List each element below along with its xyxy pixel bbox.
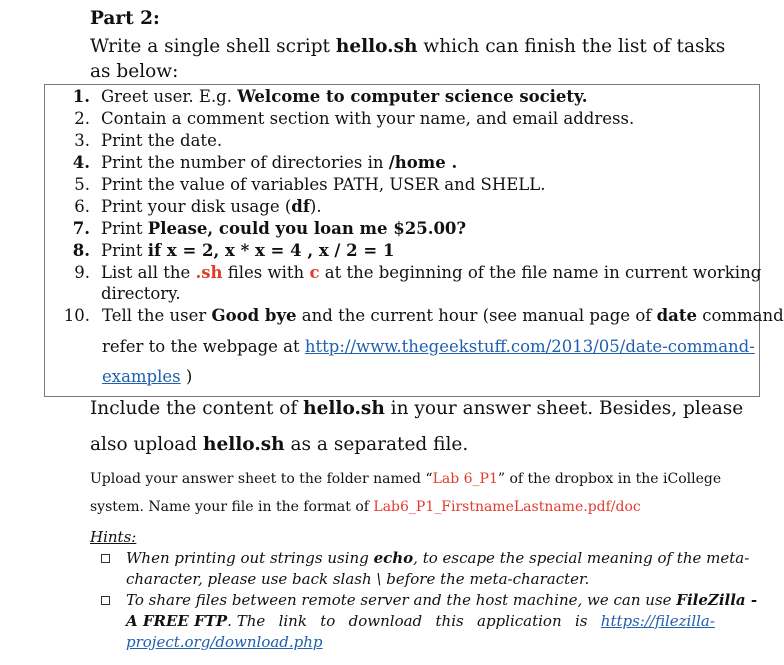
include-text: also upload	[90, 434, 204, 455]
task-number: 8.	[72, 241, 90, 260]
task-text: Print the value of variables PATH, USER and SHELL.	[101, 175, 546, 194]
folder-name: Lab 6_P1	[432, 471, 498, 487]
task-number: 1.	[72, 87, 90, 106]
task-bold-text: df	[291, 197, 310, 216]
task-number: 7.	[72, 219, 90, 238]
task-text-end: ).	[309, 197, 322, 216]
hint-2-line-3	[126, 633, 323, 651]
intro-text-end: which can finish the list of tasks	[417, 36, 726, 57]
hint-word: to	[320, 612, 336, 630]
task-text: Print	[101, 241, 148, 260]
intro-script-name: hello.sh	[335, 36, 418, 57]
hint-word: application	[477, 612, 562, 630]
hint-1-line-1	[126, 549, 749, 567]
hints-title: Hints:	[90, 528, 137, 546]
include-text: Include the content of	[90, 398, 304, 419]
hint-text: To share files between remote server and the host machine, we can use	[126, 591, 677, 609]
hint-text-end: , to escape the special meaning of the meta-	[413, 549, 750, 567]
include-line-2	[90, 434, 468, 455]
checkbox-icon	[101, 596, 110, 605]
task-item-10-line-2	[102, 337, 755, 356]
part-title: Part 2:	[90, 8, 160, 29]
task-number: 10.	[63, 306, 90, 325]
task-text-end: command	[696, 306, 784, 325]
task-number: 9.	[74, 263, 90, 282]
include-script-name: hello.sh	[203, 434, 285, 455]
task-number: 2.	[74, 109, 90, 128]
hint-bold-filezilla: FileZilla -	[676, 591, 758, 609]
hint-bold-free-ftp: A FREE FTP	[126, 612, 228, 630]
intro-line-1	[90, 36, 725, 57]
task-text-mid: and the current hour (see manual page of	[296, 306, 657, 325]
task-text: Print	[101, 219, 148, 238]
task-number: 3.	[74, 131, 90, 150]
hint-word: link	[278, 612, 307, 630]
upload-text: Upload your answer sheet to the folder named “	[90, 471, 433, 487]
hint-2-line-2	[126, 612, 715, 630]
c-prefix: c	[309, 263, 320, 282]
hint-word: this	[435, 612, 464, 630]
intro-text: Write a single shell script	[90, 36, 336, 57]
task-bold-text: if x = 2, x * x = 4 , x / 2 = 1	[147, 241, 395, 260]
task-text: Print your disk usage (	[101, 197, 292, 216]
task-text: Contain a comment section with your name, and email address.	[101, 109, 635, 128]
upload-line-1	[90, 471, 721, 487]
upload-line-2	[90, 499, 641, 515]
task-bold-date: date	[656, 306, 697, 325]
task-item-10-line-3	[102, 367, 192, 386]
task-text-end: )	[180, 367, 193, 386]
task-item-9-line-2: directory.	[101, 284, 181, 303]
file-name-format: Lab6_P1_FirstnameLastname.pdf/doc	[373, 499, 641, 515]
include-script-name: hello.sh	[303, 398, 385, 419]
include-text-end: as a separated file.	[284, 434, 469, 455]
hint-word: download	[348, 612, 423, 630]
intro-line-2: as below:	[90, 61, 179, 82]
hint-word: is	[574, 612, 588, 630]
task-text: Tell the user	[102, 306, 212, 325]
task-bold-text: Welcome to computer science society.	[237, 87, 588, 106]
task-number: 4.	[72, 153, 90, 172]
date-command-link[interactable]: http://www.thegeekstuff.com/2013/05/date-command-	[304, 337, 755, 356]
task-text: Greet user. E.g.	[101, 87, 238, 106]
hint-bold-echo: echo	[373, 549, 414, 567]
filezilla-link-cont[interactable]: project.org/download.php	[126, 633, 323, 651]
task-bold-text: Good bye	[211, 306, 297, 325]
task-text: Print the date.	[101, 131, 223, 150]
task-text-end: at the beginning of the file name in current working	[319, 263, 762, 282]
hint-word: . The	[227, 612, 266, 630]
upload-text: system. Name your file in the format of	[90, 499, 374, 515]
sh-extension: .sh	[195, 263, 223, 282]
task-text: List all the	[101, 263, 196, 282]
task-text: refer to the webpage at	[102, 337, 305, 356]
hint-1-line-2: character, please use back slash \ before the meta-character.	[126, 570, 590, 588]
date-command-link-cont[interactable]: examples	[102, 367, 181, 386]
task-number: 6.	[74, 197, 90, 216]
hint-text: When printing out strings using	[126, 549, 374, 567]
task-number: 5.	[74, 175, 90, 194]
checkbox-icon	[101, 554, 110, 563]
task-bold-text: /home .	[388, 153, 458, 172]
filezilla-link[interactable]: https://filezilla-	[600, 612, 715, 630]
task-text-mid: files with	[222, 263, 310, 282]
upload-text-end: ” of the dropbox in the iCollege	[497, 471, 722, 487]
include-line-1	[90, 398, 743, 419]
task-bold-text: Please, could you loan me $25.00?	[147, 219, 467, 238]
hint-2-line-1	[126, 591, 757, 609]
include-text-end: in your answer sheet. Besides, please	[384, 398, 744, 419]
task-text: Print the number of directories in	[101, 153, 389, 172]
